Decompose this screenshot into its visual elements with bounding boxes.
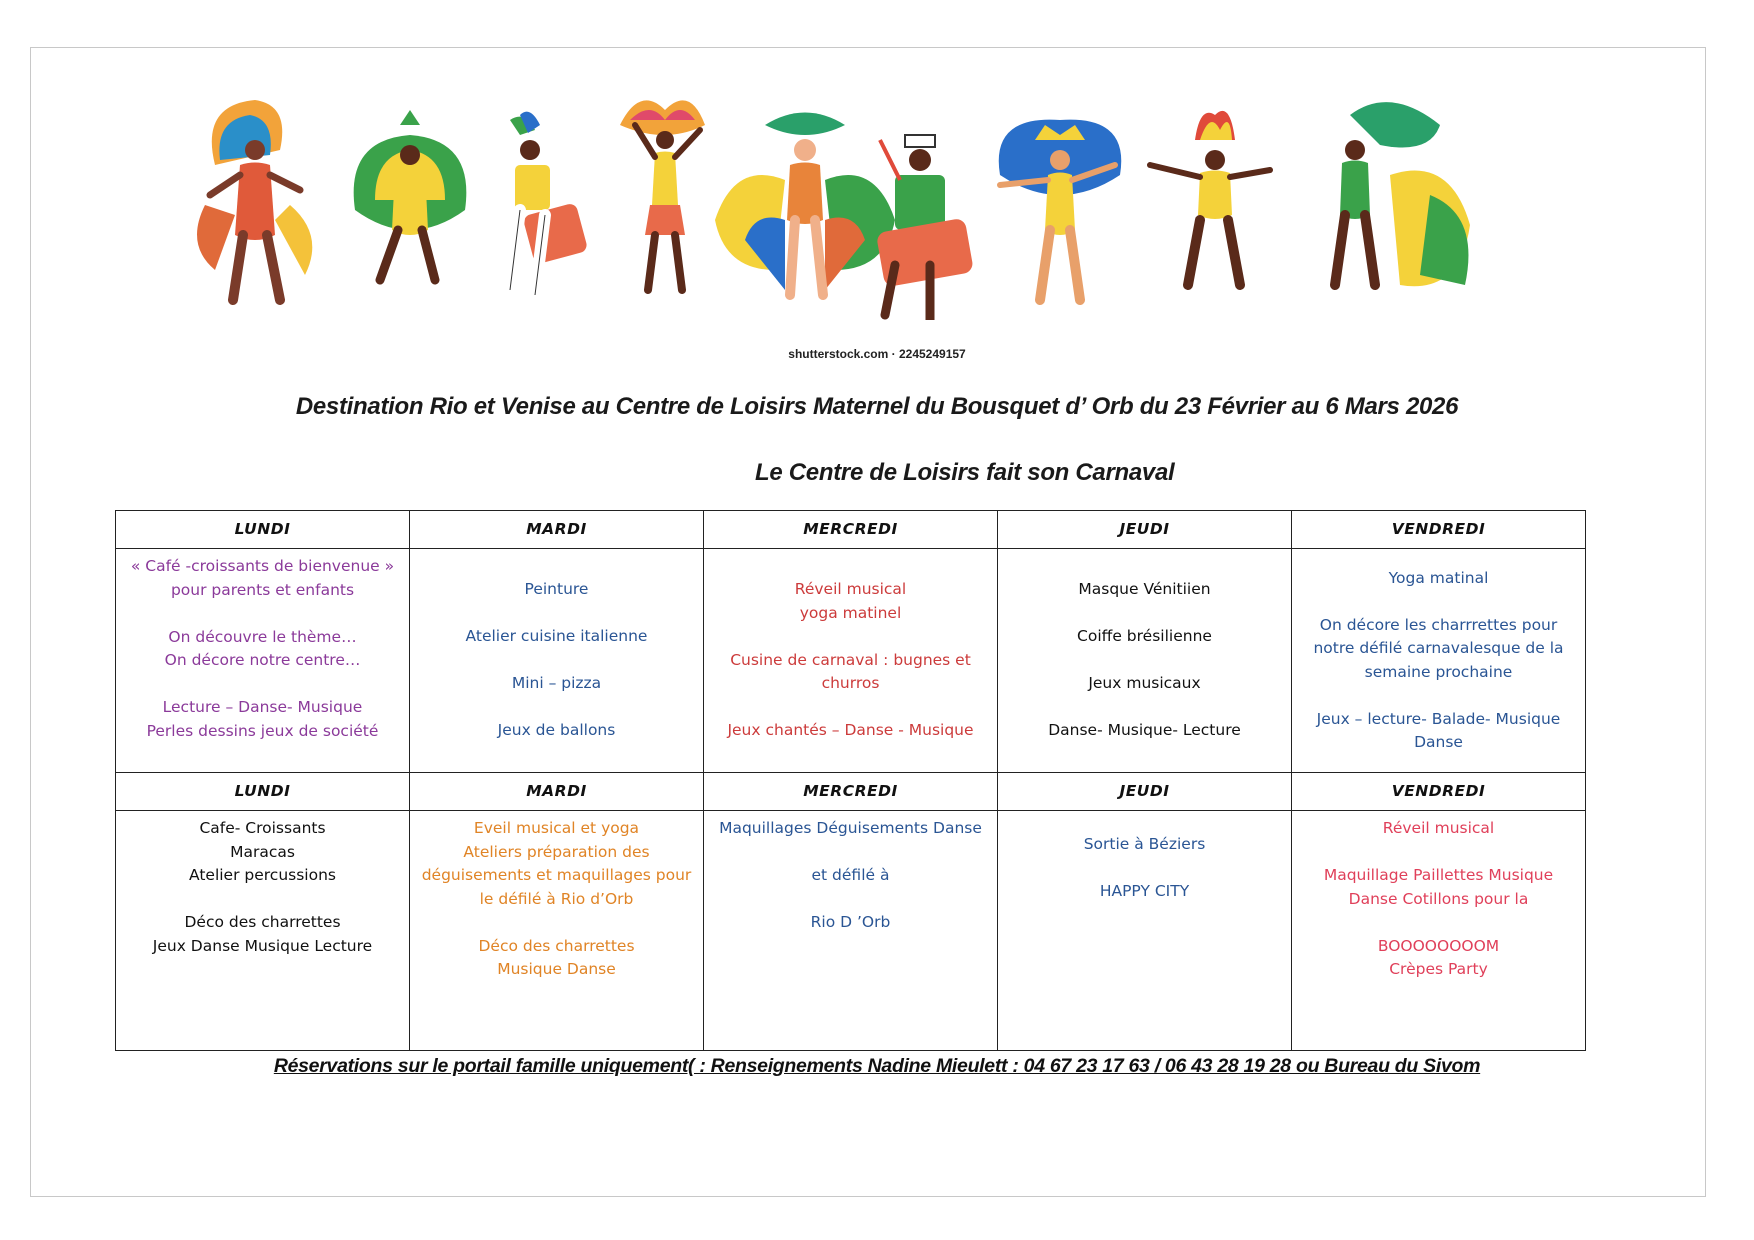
- activity-line: [710, 625, 991, 649]
- dancer-5: [715, 113, 895, 296]
- activity-line: Jeux chantés – Danse - Musique: [727, 721, 974, 740]
- activity-line: Maracas: [230, 842, 295, 861]
- activity-line: et défilé à: [811, 866, 890, 884]
- activity-line: pour parents et enfants: [170, 580, 355, 599]
- activity-line: semaine prochaine: [1364, 662, 1513, 681]
- week1-friday-cell: [1292, 549, 1586, 773]
- dancer-8: [1150, 111, 1270, 285]
- activity-line: Rio D ’Orb: [810, 913, 891, 931]
- activity-line: Jeux musicaux: [1088, 674, 1201, 693]
- week2-activities-row: [116, 811, 1586, 1051]
- activity-line: Danse- Musique- Lecture: [1048, 721, 1241, 740]
- activity-line: [1298, 590, 1579, 614]
- week1-tuesday-cell: [410, 549, 704, 773]
- activity-line: Danse: [1414, 733, 1463, 751]
- activity-line: Ateliers préparation des: [463, 842, 650, 861]
- week1-wednesday-cell: [704, 549, 998, 773]
- activity-line: Yoga matinal: [1388, 568, 1489, 587]
- dancer-1: [197, 100, 312, 300]
- activity-line: [1298, 911, 1579, 935]
- activity-line: Perles dessins jeux de société: [146, 721, 379, 740]
- activity-line: [1004, 696, 1285, 720]
- activity-line: Coiffe brésilienne: [1077, 627, 1212, 646]
- activity-line: Musique Danse: [497, 960, 616, 978]
- activity-line: On décore notre centre…: [164, 651, 361, 669]
- week2-thursday-cell: [998, 811, 1292, 1051]
- week2-day-wednesday: MERCREDI: [704, 773, 998, 811]
- dancer-3-drummer: [510, 112, 588, 295]
- activity-line: [1298, 841, 1579, 865]
- week1-day-wednesday: MERCREDI: [704, 511, 998, 549]
- activity-line: On décore les charrrettes pour: [1319, 615, 1558, 634]
- activity-line: Maquillage Paillettes Musique: [1323, 866, 1554, 884]
- dancer-2: [354, 110, 467, 280]
- activity-line: Masque Vénitiien: [1078, 580, 1211, 599]
- activity-line: [1298, 684, 1579, 708]
- activity-line: HAPPY CITY: [1099, 882, 1190, 900]
- activity-line: [1004, 649, 1285, 673]
- activity-line: [416, 696, 697, 720]
- week2-day-friday: VENDREDI: [1292, 773, 1586, 811]
- dancer-4: [620, 100, 705, 290]
- activity-line: [710, 888, 991, 912]
- activity-line: Sortie à Béziers: [1083, 835, 1206, 853]
- activity-line: Déco des charrettes: [478, 936, 635, 955]
- activity-line: Jeux de ballons: [497, 721, 616, 740]
- activity-line: [416, 602, 697, 626]
- activity-line: Cusine de carnaval : bugnes et: [730, 650, 971, 669]
- week1-header-row: [116, 511, 1586, 549]
- activity-line: [122, 673, 403, 697]
- activity-line: Atelier percussions: [189, 866, 336, 884]
- activity-schedule-table: [115, 510, 1586, 1051]
- activity-line: BOOOOOOOOM: [1377, 936, 1500, 955]
- week1-day-tuesday: MARDI: [410, 511, 704, 549]
- week2-day-monday: LUNDI: [116, 773, 410, 811]
- activity-line: [1004, 602, 1285, 626]
- activity-line: [710, 841, 991, 865]
- activity-line: Réveil musical: [794, 580, 907, 599]
- dancer-7: [999, 120, 1122, 300]
- week2-friday-cell: [1292, 811, 1586, 1051]
- activity-line: Lecture – Danse- Musique: [162, 698, 363, 716]
- carnival-dancers-banner: [180, 95, 1580, 320]
- week2-tuesday-cell: [410, 811, 704, 1051]
- activity-line: Atelier cuisine italienne: [465, 627, 648, 646]
- dancer-9: [1335, 102, 1470, 286]
- activity-line: Réveil musical: [1382, 819, 1495, 837]
- activity-line: « Café -croissants de bienvenue »: [130, 557, 395, 575]
- week1-day-friday: VENDREDI: [1292, 511, 1586, 549]
- activity-line: Peinture: [524, 580, 589, 599]
- activity-line: [416, 649, 697, 673]
- week2-wednesday-cell: [704, 811, 998, 1051]
- activity-line: Crèpes Party: [1389, 960, 1488, 978]
- activity-line: le défilé à Rio d’Orb: [479, 889, 634, 908]
- activity-line: Cafe- Croissants: [199, 819, 326, 837]
- week2-day-thursday: JEUDI: [998, 773, 1292, 811]
- activity-line: déguisements et maquillages pour: [421, 866, 692, 884]
- reservation-footer: Réservations sur le portail famille uniquement( : Renseignements Nadine Mieulett : 04 67 23 17 63 / 06 43 28 19 28 ou Bureau du Sivom: [273, 1055, 1481, 1077]
- week1-day-thursday: JEUDI: [998, 511, 1292, 549]
- activity-line: churros: [821, 674, 880, 693]
- week1-day-monday: LUNDI: [116, 511, 410, 549]
- activity-line: Déco des charrettes: [184, 913, 341, 931]
- week2-header-row: [116, 773, 1586, 811]
- activity-line: [710, 696, 991, 720]
- activity-line: Danse Cotillons pour la: [1348, 889, 1529, 908]
- page-title: Destination Rio et Venise au Centre de Loisirs Maternel du Bousquet d’ Orb du 23 Février au 6 Mars 2026: [295, 393, 1459, 420]
- activity-line: [122, 602, 403, 626]
- activity-line: yoga matinel: [799, 603, 902, 622]
- activity-line: [122, 888, 403, 912]
- image-credit: shutterstock.com · 2245249157: [788, 347, 966, 361]
- page-subtitle: Le Centre de Loisirs fait son Carnaval: [755, 459, 1175, 486]
- activity-line: [416, 911, 697, 935]
- activity-line: Eveil musical et yoga: [473, 819, 640, 837]
- activity-line: notre défilé carnavalesque de la: [1313, 639, 1564, 657]
- week1-thursday-cell: [998, 549, 1292, 773]
- week2-monday-cell: [116, 811, 410, 1051]
- week1-monday-cell: [116, 549, 410, 773]
- activity-line: [1004, 857, 1285, 881]
- activity-line: Jeux – lecture- Balade- Musique: [1316, 709, 1561, 728]
- week1-activities-row: [116, 549, 1586, 773]
- activity-line: Maquillages Déguisements Danse: [719, 819, 982, 837]
- activity-line: On découvre le thème…: [168, 627, 357, 646]
- activity-line: Mini – pizza: [511, 674, 602, 693]
- week2-day-tuesday: MARDI: [410, 773, 704, 811]
- activity-line: Jeux Danse Musique Lecture: [152, 936, 373, 955]
